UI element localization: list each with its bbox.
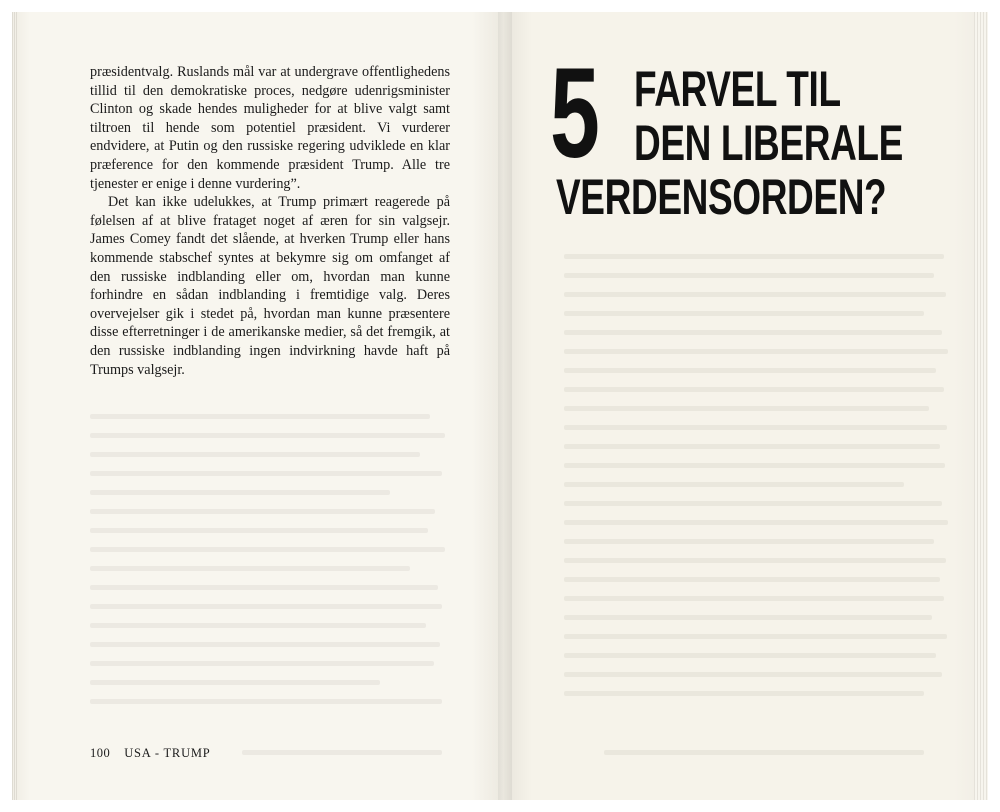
chapter-title-line-3: VERDENSORDEN?	[556, 169, 887, 225]
chapter-title-line-2: DEN LIBERALE	[634, 115, 903, 171]
page-edge-left	[12, 12, 18, 800]
page-number: 100	[90, 746, 111, 760]
chapter-title-line-1: FARVEL TIL	[634, 61, 841, 117]
page-footer	[90, 746, 211, 761]
body-text	[90, 63, 450, 379]
paragraph-2: Det kan ikke udelukkes, at Trump primært reagerede på følelsen af at blive frataget noget af æren for sin valgsejr. James Comey fandt det slående, at hverken Trump eller hans kommende stabschef syntes at bekymre sig om omfanget af den russiske indblanding eller om, hvordan man kunne forhindre en sådan indblanding i fremtidige valg. Deres overvejelser gik i stedet på, hvordan man kunne præsentere disse efterretninger i de amerikanske medier, så det fremgik, at den russiske indblanding ingen indvirkning havde haft på Trumps valgsejr.	[90, 194, 450, 378]
book-gutter	[498, 12, 512, 800]
chapter-number: 5	[550, 42, 599, 185]
page-edge-right	[974, 12, 988, 800]
running-head: USA - TRUMP	[124, 746, 211, 760]
paragraph-1: præsidentvalg. Ruslands mål var at undergrave offentlighedens tillid til den demokratiske proces, nedgøre udenrigsminister Clinton og skade hendes muligheder for at blive valgt samt tiltroen til hende som potentiel præsident. Vi vurderer endvidere, at Putin og den russiske regering udviklede en klar præference for den kommende præsident Trump. Alle tre tjenester er enige i denne vurdering”.	[90, 64, 450, 192]
left-page	[12, 12, 504, 800]
chapter-title	[556, 62, 936, 224]
